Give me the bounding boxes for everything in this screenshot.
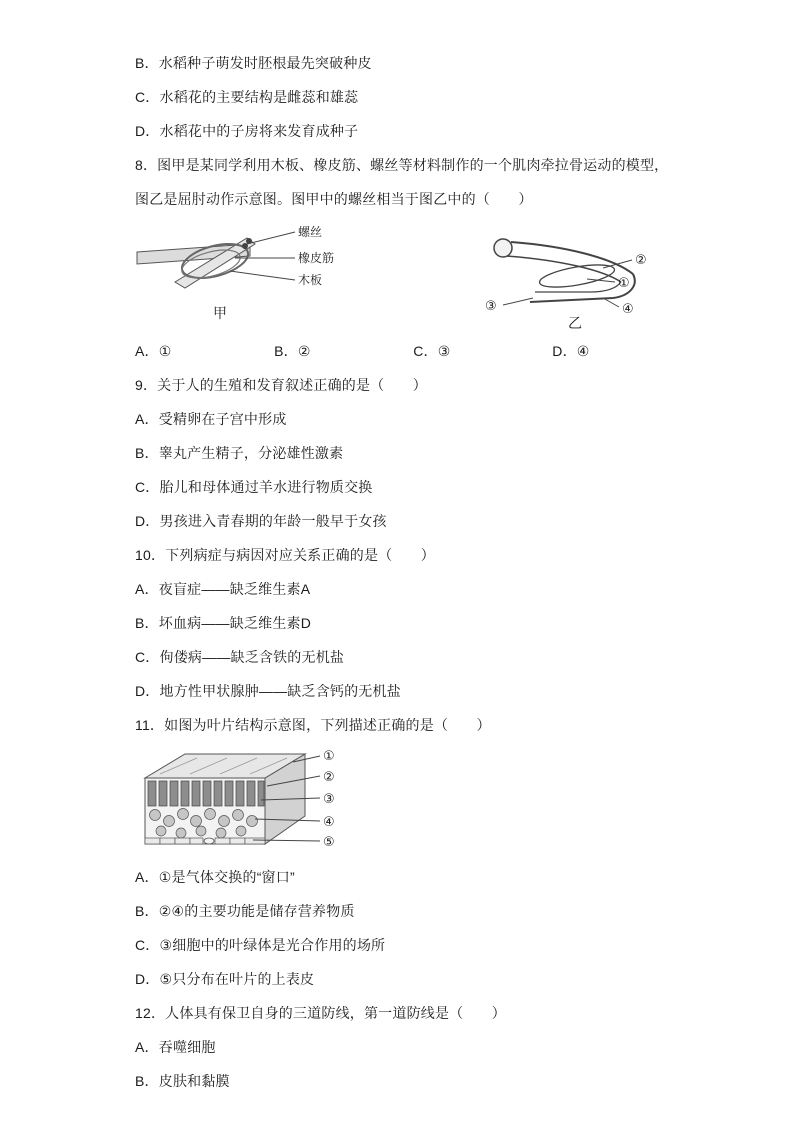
q8-answer-b: B．② <box>274 343 311 359</box>
arm-mark-1: ① <box>618 275 630 290</box>
q8-answer-a: A．① <box>135 343 172 359</box>
q9-option-b: B．睾丸产生精子，分泌雄性激素 <box>135 445 344 461</box>
q12-option-a: A．吞噬细胞 <box>135 1039 216 1055</box>
leaf-mark-2: ② <box>323 769 335 784</box>
caption-yi: 乙 <box>568 315 582 331</box>
arm-mark-4: ④ <box>622 301 634 316</box>
q11-option-c: C．③细胞中的叶绿体是光合作用的场所 <box>135 937 386 953</box>
leader-mark4 <box>603 298 619 307</box>
q8-stem-line1: 8．图甲是某同学利用木板、橡皮筋、螺丝等材料制作的一个肌肉牵拉骨运动的模型， <box>135 157 669 173</box>
leaf-mark-3: ③ <box>323 791 335 806</box>
caption-jia: 甲 <box>213 305 227 321</box>
leader-screw <box>247 232 295 244</box>
q10-option-b: B．坏血病——缺乏维生素D <box>135 615 312 631</box>
q9-option-a: A．受精卵在子宫中形成 <box>135 411 287 427</box>
q11-figure <box>135 742 694 860</box>
q11-option-a: A．①是气体交换的“窗口” <box>135 869 295 885</box>
arm-mark-2: ② <box>635 252 647 267</box>
q7-option-b: B．水稻种子萌发时胚根最先突破种皮 <box>135 55 372 71</box>
q7-option-d: D．水稻花中的子房将来发育成种子 <box>135 123 359 139</box>
arm-mark-3: ③ <box>485 298 497 313</box>
q9-option-c: C．胎儿和母体通过羊水进行物质交换 <box>135 479 373 495</box>
leaf-mark-1: ① <box>323 748 335 763</box>
q10-stem: 10．下列病症与病因对应关系正确的是（ ） <box>135 547 435 563</box>
q9-option-d: D．男孩进入青春期的年龄一般早于女孩 <box>135 513 387 529</box>
arm-group <box>485 239 647 331</box>
q10-option-c: C．佝偻病——缺乏含铁的无机盐 <box>135 649 345 665</box>
q8-figure <box>135 216 694 334</box>
q11-stem: 11．如图为叶片结构示意图，下列描述正确的是（ ） <box>135 717 491 733</box>
label-rubber-band: 橡皮筋 <box>298 251 335 265</box>
q12-option-b: B．皮肤和黏膜 <box>135 1073 230 1089</box>
label-screw: 螺丝 <box>298 225 323 239</box>
muscle-model-figure <box>135 216 660 334</box>
leader-board <box>230 271 295 280</box>
leader-mark3 <box>503 298 533 305</box>
biceps-muscle <box>538 261 616 292</box>
q11-option-d: D．⑤只分布在叶片的上表皮 <box>135 971 315 987</box>
q8-answer-d: D．④ <box>552 343 590 359</box>
q10-option-d: D．地方性甲状腺肿——缺乏含钙的无机盐 <box>135 683 401 699</box>
q7-option-c: C．水稻花的主要结构是雌蕊和雄蕊 <box>135 89 359 105</box>
leaf-mark-4: ④ <box>323 814 335 829</box>
q8-answer-row <box>135 334 694 368</box>
q10-option-a: A．夜盲症——缺乏维生素A <box>135 581 311 597</box>
leaf-mark-5: ⑤ <box>323 834 335 849</box>
model-group <box>137 224 334 321</box>
q8-stem-line2: 图乙是屈肘动作示意图。图甲中的螺丝相当于图乙中的（ ） <box>135 191 533 207</box>
q11-option-b: B．②④的主要功能是储存营养物质 <box>135 903 355 919</box>
fist <box>494 239 512 257</box>
leaf-structure-figure <box>135 742 350 860</box>
label-board: 木板 <box>298 273 323 287</box>
q8-answer-c: C．③ <box>413 343 451 359</box>
q12-stem: 12．人体具有保卫自身的三道防线，第一道防线是（ ） <box>135 1005 506 1021</box>
q9-stem: 9．关于人的生殖和发育叙述正确的是（ ） <box>135 377 427 393</box>
